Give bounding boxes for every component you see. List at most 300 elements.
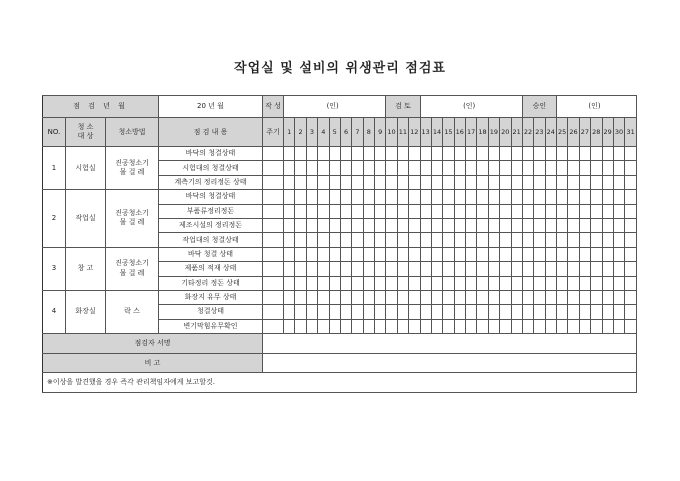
day-check-cell[interactable] xyxy=(329,204,340,218)
day-check-cell[interactable] xyxy=(431,147,442,161)
day-check-cell[interactable] xyxy=(602,262,613,276)
day-check-cell[interactable] xyxy=(477,276,488,290)
day-check-cell[interactable] xyxy=(511,276,522,290)
day-check-cell[interactable] xyxy=(340,147,351,161)
cycle-cell[interactable] xyxy=(263,262,284,276)
day-check-cell[interactable] xyxy=(295,233,306,247)
day-check-cell[interactable] xyxy=(363,218,374,232)
day-check-cell[interactable] xyxy=(340,276,351,290)
day-check-cell[interactable] xyxy=(613,190,624,204)
day-check-cell[interactable] xyxy=(409,247,420,261)
day-check-cell[interactable] xyxy=(409,218,420,232)
day-check-cell[interactable] xyxy=(318,290,329,304)
day-check-cell[interactable] xyxy=(397,175,408,189)
day-check-cell[interactable] xyxy=(386,161,397,175)
day-check-cell[interactable] xyxy=(568,190,579,204)
day-check-cell[interactable] xyxy=(375,247,386,261)
day-check-cell[interactable] xyxy=(568,262,579,276)
day-check-cell[interactable] xyxy=(591,290,602,304)
day-check-cell[interactable] xyxy=(340,262,351,276)
day-check-cell[interactable] xyxy=(500,262,511,276)
day-check-cell[interactable] xyxy=(443,233,454,247)
day-check-cell[interactable] xyxy=(329,161,340,175)
day-check-cell[interactable] xyxy=(557,218,568,232)
day-check-cell[interactable] xyxy=(500,175,511,189)
day-check-cell[interactable] xyxy=(568,161,579,175)
day-check-cell[interactable] xyxy=(534,218,545,232)
day-check-cell[interactable] xyxy=(397,233,408,247)
day-check-cell[interactable] xyxy=(284,247,295,261)
day-check-cell[interactable] xyxy=(420,204,431,218)
day-check-cell[interactable] xyxy=(591,147,602,161)
day-check-cell[interactable] xyxy=(443,218,454,232)
day-check-cell[interactable] xyxy=(613,247,624,261)
day-check-cell[interactable] xyxy=(522,247,533,261)
day-check-cell[interactable] xyxy=(318,262,329,276)
day-check-cell[interactable] xyxy=(522,147,533,161)
day-check-cell[interactable] xyxy=(431,305,442,319)
day-check-cell[interactable] xyxy=(511,290,522,304)
day-check-cell[interactable] xyxy=(443,204,454,218)
day-check-cell[interactable] xyxy=(443,161,454,175)
day-check-cell[interactable] xyxy=(477,161,488,175)
day-check-cell[interactable] xyxy=(477,262,488,276)
day-check-cell[interactable] xyxy=(625,276,637,290)
cycle-cell[interactable] xyxy=(263,204,284,218)
day-check-cell[interactable] xyxy=(409,262,420,276)
day-check-cell[interactable] xyxy=(511,161,522,175)
day-check-cell[interactable] xyxy=(363,161,374,175)
day-check-cell[interactable] xyxy=(329,247,340,261)
day-check-cell[interactable] xyxy=(545,305,556,319)
day-check-cell[interactable] xyxy=(488,204,499,218)
day-check-cell[interactable] xyxy=(568,247,579,261)
day-check-cell[interactable] xyxy=(431,161,442,175)
day-check-cell[interactable] xyxy=(466,233,477,247)
day-check-cell[interactable] xyxy=(386,247,397,261)
day-check-cell[interactable] xyxy=(511,218,522,232)
day-check-cell[interactable] xyxy=(386,276,397,290)
day-check-cell[interactable] xyxy=(397,147,408,161)
day-check-cell[interactable] xyxy=(579,247,590,261)
day-check-cell[interactable] xyxy=(431,319,442,333)
day-check-cell[interactable] xyxy=(386,218,397,232)
day-check-cell[interactable] xyxy=(306,305,317,319)
day-check-cell[interactable] xyxy=(511,190,522,204)
day-check-cell[interactable] xyxy=(602,319,613,333)
day-check-cell[interactable] xyxy=(545,175,556,189)
day-check-cell[interactable] xyxy=(488,190,499,204)
day-check-cell[interactable] xyxy=(329,218,340,232)
day-check-cell[interactable] xyxy=(295,190,306,204)
day-check-cell[interactable] xyxy=(466,190,477,204)
day-check-cell[interactable] xyxy=(545,290,556,304)
remarks-label-value[interactable] xyxy=(263,354,637,373)
day-check-cell[interactable] xyxy=(522,161,533,175)
day-check-cell[interactable] xyxy=(397,247,408,261)
day-check-cell[interactable] xyxy=(579,305,590,319)
day-check-cell[interactable] xyxy=(557,147,568,161)
day-check-cell[interactable] xyxy=(557,175,568,189)
day-check-cell[interactable] xyxy=(511,319,522,333)
day-check-cell[interactable] xyxy=(466,218,477,232)
day-check-cell[interactable] xyxy=(284,218,295,232)
day-check-cell[interactable] xyxy=(306,147,317,161)
day-check-cell[interactable] xyxy=(329,262,340,276)
day-check-cell[interactable] xyxy=(579,175,590,189)
day-check-cell[interactable] xyxy=(591,204,602,218)
day-check-cell[interactable] xyxy=(363,175,374,189)
day-check-cell[interactable] xyxy=(284,175,295,189)
day-check-cell[interactable] xyxy=(488,262,499,276)
day-check-cell[interactable] xyxy=(295,305,306,319)
day-check-cell[interactable] xyxy=(454,204,465,218)
day-check-cell[interactable] xyxy=(477,290,488,304)
day-check-cell[interactable] xyxy=(545,204,556,218)
day-check-cell[interactable] xyxy=(454,262,465,276)
day-check-cell[interactable] xyxy=(534,319,545,333)
day-check-cell[interactable] xyxy=(386,290,397,304)
day-check-cell[interactable] xyxy=(340,290,351,304)
day-check-cell[interactable] xyxy=(375,190,386,204)
day-check-cell[interactable] xyxy=(477,204,488,218)
day-check-cell[interactable] xyxy=(306,175,317,189)
day-check-cell[interactable] xyxy=(318,247,329,261)
day-check-cell[interactable] xyxy=(443,190,454,204)
day-check-cell[interactable] xyxy=(488,175,499,189)
day-check-cell[interactable] xyxy=(318,319,329,333)
day-check-cell[interactable] xyxy=(613,175,624,189)
day-check-cell[interactable] xyxy=(477,147,488,161)
day-check-cell[interactable] xyxy=(534,175,545,189)
day-check-cell[interactable] xyxy=(500,161,511,175)
day-check-cell[interactable] xyxy=(409,147,420,161)
day-check-cell[interactable] xyxy=(340,247,351,261)
day-check-cell[interactable] xyxy=(488,147,499,161)
day-check-cell[interactable] xyxy=(511,247,522,261)
day-check-cell[interactable] xyxy=(613,262,624,276)
day-check-cell[interactable] xyxy=(488,290,499,304)
day-check-cell[interactable] xyxy=(431,262,442,276)
day-check-cell[interactable] xyxy=(602,190,613,204)
day-check-cell[interactable] xyxy=(625,161,637,175)
day-check-cell[interactable] xyxy=(488,319,499,333)
day-check-cell[interactable] xyxy=(375,161,386,175)
day-check-cell[interactable] xyxy=(602,290,613,304)
day-check-cell[interactable] xyxy=(511,305,522,319)
day-check-cell[interactable] xyxy=(477,247,488,261)
day-check-cell[interactable] xyxy=(352,233,363,247)
day-check-cell[interactable] xyxy=(397,204,408,218)
day-check-cell[interactable] xyxy=(477,218,488,232)
cycle-cell[interactable] xyxy=(263,319,284,333)
day-check-cell[interactable] xyxy=(284,161,295,175)
day-check-cell[interactable] xyxy=(318,204,329,218)
day-check-cell[interactable] xyxy=(522,276,533,290)
day-check-cell[interactable] xyxy=(557,161,568,175)
day-check-cell[interactable] xyxy=(375,276,386,290)
day-check-cell[interactable] xyxy=(602,161,613,175)
day-check-cell[interactable] xyxy=(591,218,602,232)
day-check-cell[interactable] xyxy=(318,276,329,290)
day-check-cell[interactable] xyxy=(522,262,533,276)
day-check-cell[interactable] xyxy=(579,161,590,175)
day-check-cell[interactable] xyxy=(602,147,613,161)
day-check-cell[interactable] xyxy=(454,218,465,232)
day-check-cell[interactable] xyxy=(318,147,329,161)
day-check-cell[interactable] xyxy=(613,147,624,161)
day-check-cell[interactable] xyxy=(363,319,374,333)
day-check-cell[interactable] xyxy=(318,305,329,319)
day-check-cell[interactable] xyxy=(443,319,454,333)
day-check-cell[interactable] xyxy=(295,262,306,276)
day-check-cell[interactable] xyxy=(557,276,568,290)
day-check-cell[interactable] xyxy=(295,175,306,189)
day-check-cell[interactable] xyxy=(306,204,317,218)
day-check-cell[interactable] xyxy=(295,147,306,161)
approve-seal[interactable]: (인) xyxy=(557,96,637,118)
day-check-cell[interactable] xyxy=(602,218,613,232)
day-check-cell[interactable] xyxy=(454,305,465,319)
day-check-cell[interactable] xyxy=(375,218,386,232)
day-check-cell[interactable] xyxy=(363,147,374,161)
day-check-cell[interactable] xyxy=(352,190,363,204)
day-check-cell[interactable] xyxy=(443,305,454,319)
day-check-cell[interactable] xyxy=(579,233,590,247)
day-check-cell[interactable] xyxy=(602,204,613,218)
cycle-cell[interactable] xyxy=(263,161,284,175)
day-check-cell[interactable] xyxy=(579,190,590,204)
day-check-cell[interactable] xyxy=(579,276,590,290)
day-check-cell[interactable] xyxy=(625,290,637,304)
day-check-cell[interactable] xyxy=(386,319,397,333)
day-check-cell[interactable] xyxy=(375,262,386,276)
day-check-cell[interactable] xyxy=(397,290,408,304)
day-check-cell[interactable] xyxy=(420,175,431,189)
day-check-cell[interactable] xyxy=(306,233,317,247)
day-check-cell[interactable] xyxy=(352,305,363,319)
day-check-cell[interactable] xyxy=(568,305,579,319)
day-check-cell[interactable] xyxy=(466,147,477,161)
day-check-cell[interactable] xyxy=(466,204,477,218)
day-check-cell[interactable] xyxy=(545,247,556,261)
day-check-cell[interactable] xyxy=(625,305,637,319)
day-check-cell[interactable] xyxy=(477,305,488,319)
day-check-cell[interactable] xyxy=(625,204,637,218)
day-check-cell[interactable] xyxy=(295,247,306,261)
day-check-cell[interactable] xyxy=(625,262,637,276)
day-check-cell[interactable] xyxy=(295,161,306,175)
day-check-cell[interactable] xyxy=(306,190,317,204)
day-check-cell[interactable] xyxy=(613,290,624,304)
day-check-cell[interactable] xyxy=(454,161,465,175)
day-check-cell[interactable] xyxy=(579,147,590,161)
day-check-cell[interactable] xyxy=(591,262,602,276)
day-check-cell[interactable] xyxy=(500,147,511,161)
day-check-cell[interactable] xyxy=(329,233,340,247)
day-check-cell[interactable] xyxy=(500,218,511,232)
day-check-cell[interactable] xyxy=(534,262,545,276)
day-check-cell[interactable] xyxy=(431,204,442,218)
day-check-cell[interactable] xyxy=(409,161,420,175)
day-check-cell[interactable] xyxy=(329,276,340,290)
day-check-cell[interactable] xyxy=(431,190,442,204)
day-check-cell[interactable] xyxy=(284,305,295,319)
day-check-cell[interactable] xyxy=(329,305,340,319)
day-check-cell[interactable] xyxy=(613,319,624,333)
day-check-cell[interactable] xyxy=(579,319,590,333)
day-check-cell[interactable] xyxy=(352,161,363,175)
day-check-cell[interactable] xyxy=(284,190,295,204)
day-check-cell[interactable] xyxy=(284,147,295,161)
day-check-cell[interactable] xyxy=(454,175,465,189)
day-check-cell[interactable] xyxy=(386,147,397,161)
day-check-cell[interactable] xyxy=(613,276,624,290)
day-check-cell[interactable] xyxy=(591,175,602,189)
day-check-cell[interactable] xyxy=(477,190,488,204)
day-check-cell[interactable] xyxy=(318,175,329,189)
day-check-cell[interactable] xyxy=(579,290,590,304)
day-check-cell[interactable] xyxy=(613,161,624,175)
day-check-cell[interactable] xyxy=(602,305,613,319)
day-check-cell[interactable] xyxy=(306,319,317,333)
day-check-cell[interactable] xyxy=(522,319,533,333)
day-check-cell[interactable] xyxy=(534,161,545,175)
day-check-cell[interactable] xyxy=(375,290,386,304)
day-check-cell[interactable] xyxy=(534,305,545,319)
day-check-cell[interactable] xyxy=(591,276,602,290)
day-check-cell[interactable] xyxy=(534,290,545,304)
day-check-cell[interactable] xyxy=(500,233,511,247)
day-check-cell[interactable] xyxy=(488,218,499,232)
day-check-cell[interactable] xyxy=(284,233,295,247)
day-check-cell[interactable] xyxy=(466,161,477,175)
day-check-cell[interactable] xyxy=(557,319,568,333)
day-check-cell[interactable] xyxy=(420,305,431,319)
day-check-cell[interactable] xyxy=(386,262,397,276)
day-check-cell[interactable] xyxy=(352,276,363,290)
day-check-cell[interactable] xyxy=(568,276,579,290)
day-check-cell[interactable] xyxy=(522,218,533,232)
day-check-cell[interactable] xyxy=(443,290,454,304)
day-check-cell[interactable] xyxy=(500,319,511,333)
day-check-cell[interactable] xyxy=(534,247,545,261)
day-check-cell[interactable] xyxy=(306,290,317,304)
day-check-cell[interactable] xyxy=(545,319,556,333)
day-check-cell[interactable] xyxy=(409,305,420,319)
day-check-cell[interactable] xyxy=(500,204,511,218)
day-check-cell[interactable] xyxy=(340,204,351,218)
day-check-cell[interactable] xyxy=(397,262,408,276)
cycle-cell[interactable] xyxy=(263,305,284,319)
day-check-cell[interactable] xyxy=(363,262,374,276)
day-check-cell[interactable] xyxy=(352,218,363,232)
cycle-cell[interactable] xyxy=(263,290,284,304)
day-check-cell[interactable] xyxy=(534,233,545,247)
day-check-cell[interactable] xyxy=(295,218,306,232)
day-check-cell[interactable] xyxy=(557,247,568,261)
day-check-cell[interactable] xyxy=(340,218,351,232)
day-check-cell[interactable] xyxy=(454,233,465,247)
day-check-cell[interactable] xyxy=(625,247,637,261)
day-check-cell[interactable] xyxy=(409,233,420,247)
day-check-cell[interactable] xyxy=(466,276,477,290)
day-check-cell[interactable] xyxy=(500,276,511,290)
day-check-cell[interactable] xyxy=(568,147,579,161)
day-check-cell[interactable] xyxy=(454,190,465,204)
day-check-cell[interactable] xyxy=(431,290,442,304)
day-check-cell[interactable] xyxy=(500,247,511,261)
day-check-cell[interactable] xyxy=(443,147,454,161)
day-check-cell[interactable] xyxy=(386,175,397,189)
day-check-cell[interactable] xyxy=(318,161,329,175)
day-check-cell[interactable] xyxy=(329,290,340,304)
day-check-cell[interactable] xyxy=(363,247,374,261)
day-check-cell[interactable] xyxy=(409,276,420,290)
day-check-cell[interactable] xyxy=(306,218,317,232)
day-check-cell[interactable] xyxy=(443,175,454,189)
day-check-cell[interactable] xyxy=(522,233,533,247)
day-check-cell[interactable] xyxy=(340,175,351,189)
day-check-cell[interactable] xyxy=(409,204,420,218)
day-check-cell[interactable] xyxy=(488,161,499,175)
day-check-cell[interactable] xyxy=(375,147,386,161)
day-check-cell[interactable] xyxy=(284,262,295,276)
day-check-cell[interactable] xyxy=(295,204,306,218)
day-check-cell[interactable] xyxy=(329,190,340,204)
day-check-cell[interactable] xyxy=(363,276,374,290)
day-check-cell[interactable] xyxy=(625,233,637,247)
day-check-cell[interactable] xyxy=(613,233,624,247)
day-check-cell[interactable] xyxy=(591,319,602,333)
day-check-cell[interactable] xyxy=(545,190,556,204)
day-check-cell[interactable] xyxy=(340,233,351,247)
day-check-cell[interactable] xyxy=(557,204,568,218)
day-check-cell[interactable] xyxy=(329,319,340,333)
day-check-cell[interactable] xyxy=(500,305,511,319)
day-check-cell[interactable] xyxy=(625,147,637,161)
day-check-cell[interactable] xyxy=(454,147,465,161)
day-check-cell[interactable] xyxy=(409,175,420,189)
day-check-cell[interactable] xyxy=(352,290,363,304)
day-check-cell[interactable] xyxy=(591,247,602,261)
day-check-cell[interactable] xyxy=(340,161,351,175)
day-check-cell[interactable] xyxy=(522,204,533,218)
day-check-cell[interactable] xyxy=(454,247,465,261)
day-check-cell[interactable] xyxy=(579,262,590,276)
day-check-cell[interactable] xyxy=(420,190,431,204)
day-check-cell[interactable] xyxy=(511,204,522,218)
day-check-cell[interactable] xyxy=(500,290,511,304)
day-check-cell[interactable] xyxy=(397,319,408,333)
day-check-cell[interactable] xyxy=(431,233,442,247)
day-check-cell[interactable] xyxy=(602,175,613,189)
day-check-cell[interactable] xyxy=(431,218,442,232)
day-check-cell[interactable] xyxy=(386,204,397,218)
day-check-cell[interactable] xyxy=(500,190,511,204)
cycle-cell[interactable] xyxy=(263,276,284,290)
day-check-cell[interactable] xyxy=(420,147,431,161)
day-check-cell[interactable] xyxy=(284,290,295,304)
day-check-cell[interactable] xyxy=(613,218,624,232)
day-check-cell[interactable] xyxy=(488,276,499,290)
day-check-cell[interactable] xyxy=(420,218,431,232)
day-check-cell[interactable] xyxy=(363,190,374,204)
day-check-cell[interactable] xyxy=(454,276,465,290)
day-check-cell[interactable] xyxy=(397,161,408,175)
day-check-cell[interactable] xyxy=(284,319,295,333)
day-check-cell[interactable] xyxy=(397,190,408,204)
